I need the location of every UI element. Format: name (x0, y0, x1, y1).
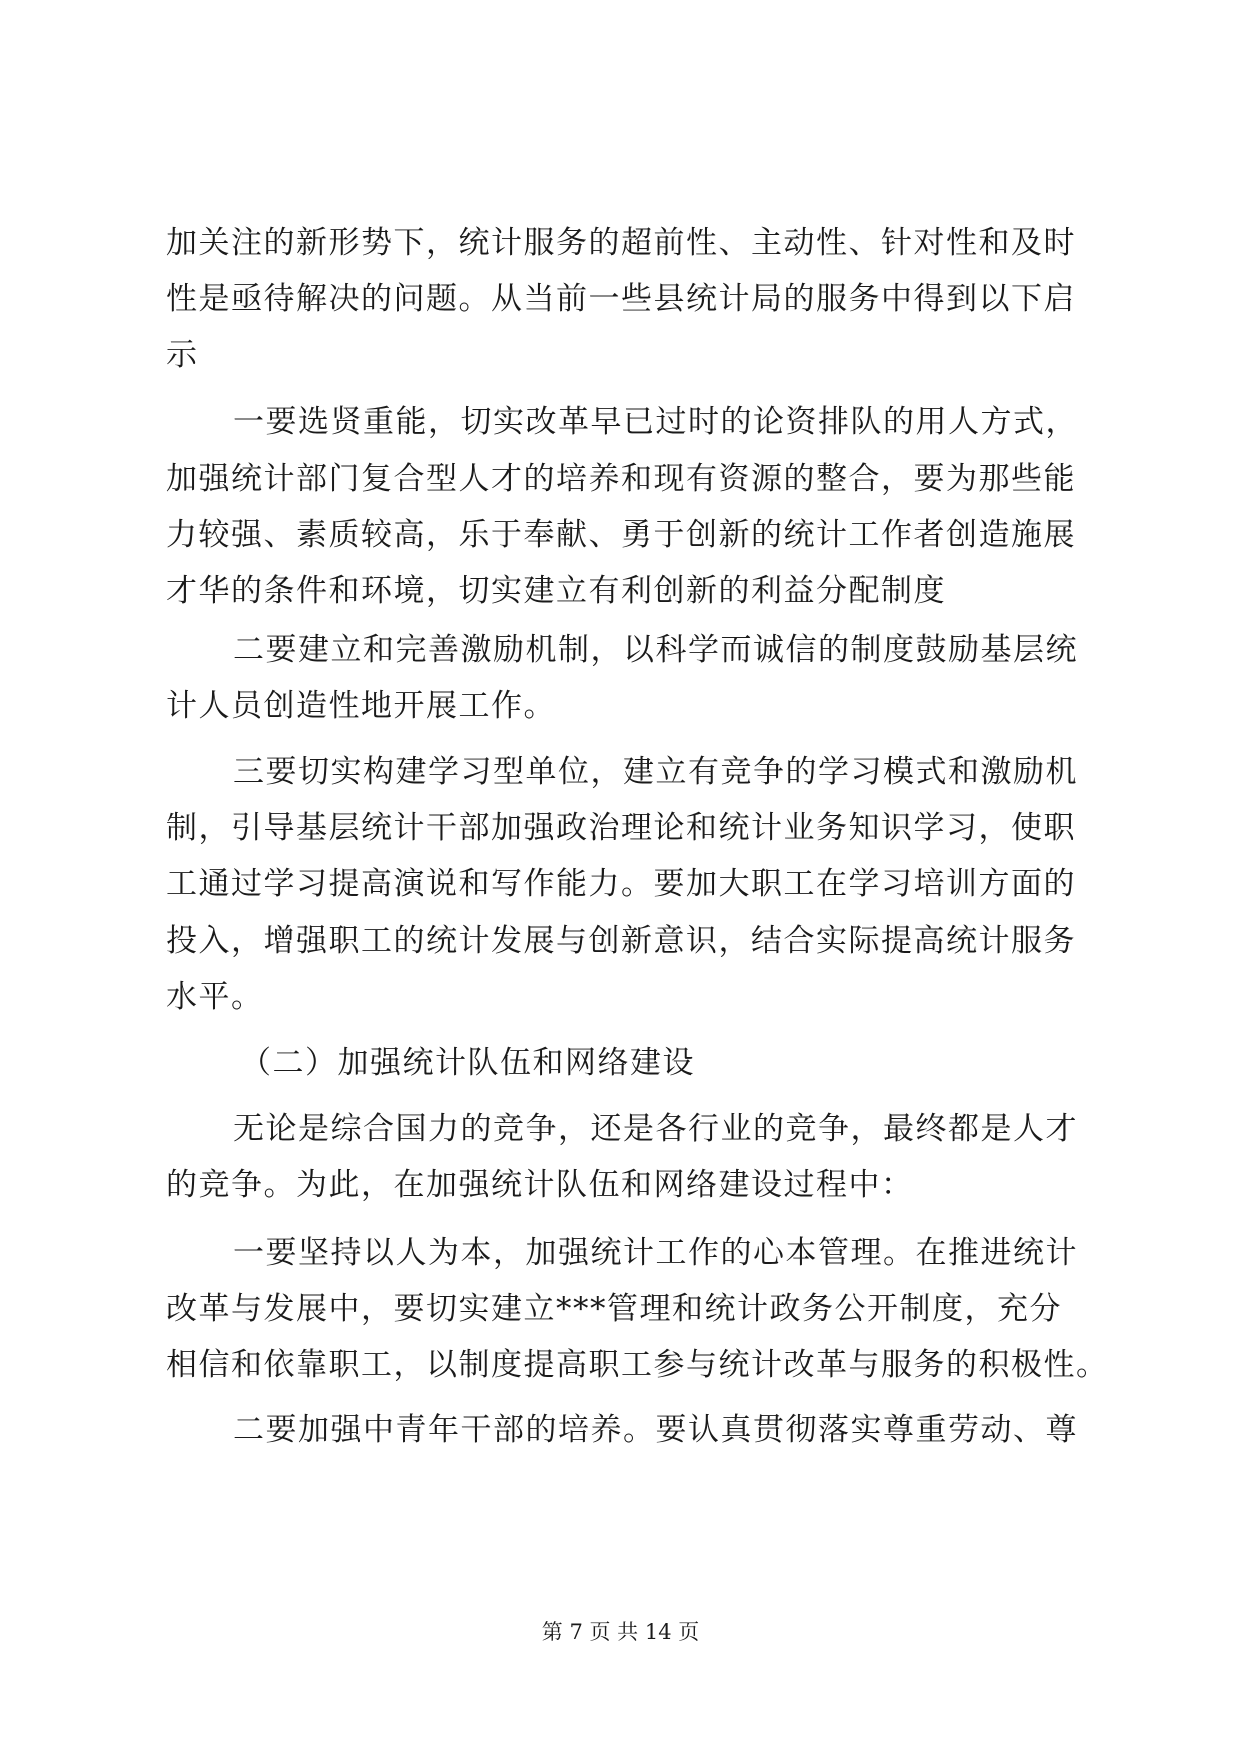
text-line-2: 性是亟待解决的问题。从当前一些县统计局的服务中得到以下启 (166, 281, 1076, 317)
section-heading: （二）加强统计队伍和网络建设 (240, 1045, 695, 1081)
page-number-footer: 第 7 页 共 14 页 (541, 1620, 700, 1644)
paragraph-5-line-1: 一要坚持以人为本，加强统计工作的心本管理。在推进统计 (233, 1235, 1078, 1271)
paragraph-3-line-4: 投入，增强职工的统计发展与创新意识，结合实际提高统计服务 (166, 923, 1076, 959)
paragraph-4-line-1: 无论是综合国力的竞争，还是各行业的竞争，最终都是人才 (233, 1111, 1078, 1147)
paragraph-1-line-2: 加强统计部门复合型人才的培养和现有资源的整合，要为那些能 (166, 461, 1076, 497)
paragraph-4-line-2: 的竞争。为此，在加强统计队伍和网络建设过程中： (166, 1167, 914, 1203)
paragraph-1-line-4: 才华的条件和环境，切实建立有利创新的利益分配制度 (166, 573, 946, 609)
text-line-1: 加关注的新形势下，统计服务的超前性、主动性、针对性和及时 (166, 225, 1076, 261)
paragraph-5-line-3: 相信和依靠职工，以制度提高职工参与统计改革与服务的积极性。 (166, 1347, 1109, 1383)
paragraph-2-line-1: 二要建立和完善激励机制，以科学而诚信的制度鼓励基层统 (233, 632, 1078, 668)
paragraph-2-line-2: 计人员创造性地开展工作。 (166, 688, 556, 724)
paragraph-3-line-2: 制，引导基层统计干部加强政治理论和统计业务知识学习，使职 (166, 810, 1076, 846)
paragraph-3-line-1: 三要切实构建学习型单位，建立有竞争的学习模式和激励机 (233, 754, 1078, 790)
paragraph-3-line-5: 水平。 (166, 979, 264, 1015)
paragraph-3-line-3: 工通过学习提高演说和写作能力。要加大职工在学习培训方面的 (166, 866, 1076, 902)
paragraph-1-line-3: 力较强、素质较高，乐于奉献、勇于创新的统计工作者创造施展 (166, 517, 1076, 553)
paragraph-6-line-1: 二要加强中青年干部的培养。要认真贯彻落实尊重劳动、尊 (233, 1412, 1078, 1448)
text-line-3: 示 (166, 337, 199, 373)
paragraph-1-line-1: 一要选贤重能，切实改革早已过时的论资排队的用人方式， (233, 404, 1078, 440)
paragraph-5-line-2: 改革与发展中，要切实建立***管理和统计政务公开制度，充分 (166, 1291, 1062, 1327)
